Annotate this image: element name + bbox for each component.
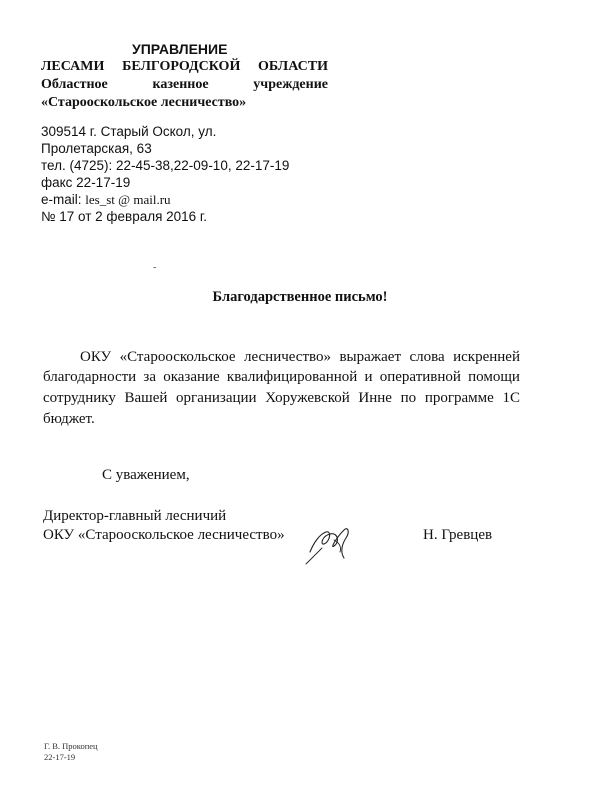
body-word: лесничество» [244,349,331,365]
body-line-3 [43,390,520,407]
body-word: 1С [502,390,520,406]
signer-name: Н. Гревцев [423,527,493,543]
body-word: сотруднику [43,390,116,406]
email-label: e-mail: [41,192,82,207]
address-line-1: 309514 г. Старый Оскол, ул. [41,124,217,139]
stray-mark: - [153,262,157,273]
header-word: ЛЕСАМИ [41,59,105,74]
header-word: БЕЛГОРОДСКОЙ [122,59,241,74]
header-line-2 [41,59,328,75]
body-line-1 [80,349,520,366]
body-word: Хоружевской [265,390,350,406]
body-word: за [143,369,156,385]
body-word: благодарности [43,369,137,385]
header-word: учреждение [253,77,328,92]
body-word: «Старооскольское [119,349,236,365]
phone-line: тел. (4725): 22-45-38,22-09-10, 22-17-19 [41,158,290,173]
body-word: искренней [453,349,520,365]
body-word: помощи [468,369,520,385]
body-line-4: бюджет. [43,411,95,427]
email-value: les_st @ mail.ru [85,192,171,207]
header-word: Областное [41,77,108,92]
body-word: оказание [163,369,220,385]
body-word: ОКУ [80,349,112,365]
header-line-1: УПРАВЛЕНИЕ [132,41,228,57]
fax-line: факс 22-17-19 [41,175,131,190]
body-word: и [364,369,373,385]
body-word: Вашей [124,390,168,406]
body-word: по [400,390,417,406]
handwritten-signature [300,512,360,568]
header-line-4: «Старооскольское лесничество» [41,95,247,110]
email-line [41,191,171,208]
body-word: квалифицированной [226,369,358,385]
regards-text: С уважением, [102,467,190,483]
body-word: организации [176,390,257,406]
header-word: ОБЛАСТИ [258,59,328,74]
body-line-2 [43,369,520,386]
letter-number-date: № 17 от 2 февраля 2016 г. [41,209,207,224]
header-line-3 [41,77,328,93]
body-word: оперативной [379,369,461,385]
body-word: слова [409,349,445,365]
address-line-2: Пролетарская, 63 [41,141,152,156]
body-word: выражает [339,349,402,365]
body-word: программе [424,390,494,406]
header-word: казенное [152,77,209,92]
body-word: Инне [358,390,392,406]
letter-title: Благодарственное письмо! [212,289,388,305]
executor-phone: 22-17-19 [44,752,76,762]
signer-position: Директор-главный лесничий [43,508,227,524]
signer-organization: ОКУ «Старооскольское лесничество» [43,527,285,543]
executor-name: Г. В. Прокопец [44,741,98,751]
